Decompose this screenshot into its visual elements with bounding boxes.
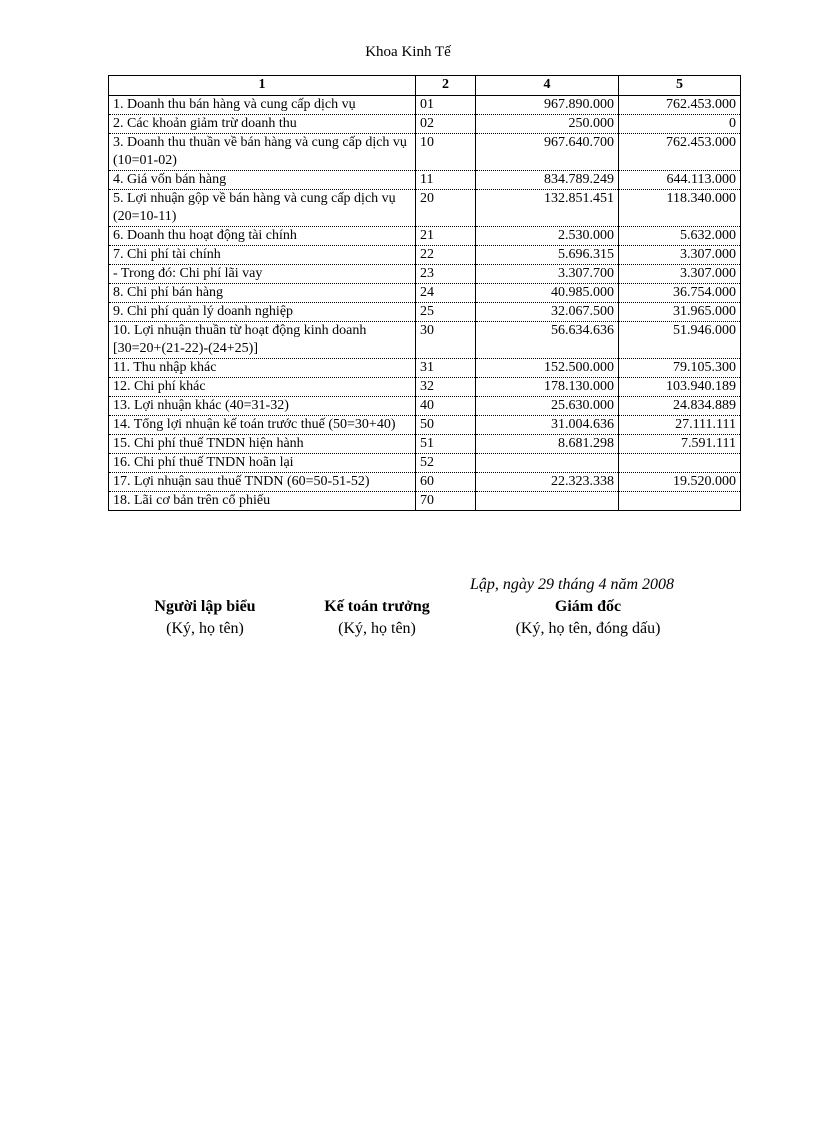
table-row [109, 492, 741, 511]
row-value-col4: 25.630.000 [476, 397, 619, 416]
income-statement-table [108, 75, 741, 511]
row-code: 32 [416, 378, 476, 397]
table-row [109, 246, 741, 265]
row-item-label: 3. Doanh thu thuần về bán hàng và cung cấp dịch vụ (10=01-02) [109, 134, 416, 171]
row-value-col4: 40.985.000 [476, 284, 619, 303]
table-row [109, 134, 741, 171]
row-item-label: 7. Chi phí tài chính [109, 246, 416, 265]
row-code: 51 [416, 435, 476, 454]
table-row [109, 322, 741, 359]
table-row [109, 115, 741, 134]
row-code: 01 [416, 96, 476, 115]
row-value-col5: 5.632.000 [619, 227, 741, 246]
row-item-label: 15. Chi phí thuế TNDN hiện hành [109, 435, 416, 454]
table-row [109, 190, 741, 227]
row-value-col4: 967.640.700 [476, 134, 619, 171]
row-value-col5: 19.520.000 [619, 473, 741, 492]
table-row [109, 378, 741, 397]
row-code: 20 [416, 190, 476, 227]
row-value-col5: 31.965.000 [619, 303, 741, 322]
row-item-label: 4. Giá vốn bán hàng [109, 171, 416, 190]
column-header: 2 [416, 76, 476, 96]
table-row [109, 96, 741, 115]
table-row [109, 227, 741, 246]
signature-director [478, 596, 698, 640]
table-row [109, 265, 741, 284]
signature-chief-accountant [300, 596, 454, 640]
row-item-label: 17. Lợi nhuận sau thuế TNDN (60=50-51-52) [109, 473, 416, 492]
row-value-col5: 7.591.111 [619, 435, 741, 454]
signature-role: Người lập biểu [154, 598, 256, 615]
row-item-label: - Trong đó: Chi phí lãi vay [109, 265, 416, 284]
signature-role: Giám đốc [554, 598, 622, 615]
row-code: 23 [416, 265, 476, 284]
row-value-col5: 0 [619, 115, 741, 134]
row-value-col4: 967.890.000 [476, 96, 619, 115]
row-value-col5: 762.453.000 [619, 134, 741, 171]
row-value-col4: 250.000 [476, 115, 619, 134]
row-item-label: 9. Chi phí quản lý doanh nghiệp [109, 303, 416, 322]
table-row [109, 303, 741, 322]
row-item-label: 14. Tổng lợi nhuận kế toán trước thuế (50=30+40) [109, 416, 416, 435]
row-item-label: 12. Chi phí khác [109, 378, 416, 397]
row-value-col5: 51.946.000 [619, 322, 741, 359]
row-code: 70 [416, 492, 476, 511]
row-item-label: 13. Lợi nhuận khác (40=31-32) [109, 397, 416, 416]
row-item-label: 1. Doanh thu bán hàng và cung cấp dịch vụ [109, 96, 416, 115]
row-value-col5: 762.453.000 [619, 96, 741, 115]
row-item-label: 11. Thu nhập khác [109, 359, 416, 378]
row-code: 31 [416, 359, 476, 378]
row-code: 52 [416, 454, 476, 473]
row-item-label: 18. Lãi cơ bản trên cổ phiếu [109, 492, 416, 511]
row-value-col4: 834.789.249 [476, 171, 619, 190]
row-value-col4: 2.530.000 [476, 227, 619, 246]
row-value-col4: 5.696.315 [476, 246, 619, 265]
row-value-col5: 3.307.000 [619, 246, 741, 265]
column-header: 5 [619, 76, 741, 96]
row-value-col5: 118.340.000 [619, 190, 741, 227]
table-row [109, 359, 741, 378]
page-header: Khoa Kinh Tế [365, 44, 451, 60]
row-code: 21 [416, 227, 476, 246]
row-value-col4: 132.851.451 [476, 190, 619, 227]
signature-note: (Ký, họ tên, đóng dấu) [515, 620, 661, 637]
row-value-col5: 24.834.889 [619, 397, 741, 416]
table-row [109, 454, 741, 473]
row-value-col5: 36.754.000 [619, 284, 741, 303]
row-code: 40 [416, 397, 476, 416]
row-code: 11 [416, 171, 476, 190]
column-header: 4 [476, 76, 619, 96]
row-item-label: 10. Lợi nhuận thuần từ hoạt động kinh doanh [30=20+(21-22)-(24+25)] [109, 322, 416, 359]
row-item-label: 2. Các khoản giảm trừ doanh thu [109, 115, 416, 134]
signature-note: (Ký, họ tên) [166, 620, 244, 637]
row-item-label: 16. Chi phí thuế TNDN hoãn lại [109, 454, 416, 473]
report-date: Lập, ngày 29 tháng 4 năm 2008 [470, 576, 674, 593]
row-code: 50 [416, 416, 476, 435]
row-value-col4: 8.681.298 [476, 435, 619, 454]
row-code: 10 [416, 134, 476, 171]
signature-role: Kế toán trưởng [324, 598, 430, 615]
table-row [109, 473, 741, 492]
row-value-col5 [619, 492, 741, 511]
row-item-label: 8. Chi phí bán hàng [109, 284, 416, 303]
table-body [109, 96, 741, 511]
row-value-col4: 3.307.700 [476, 265, 619, 284]
row-code: 60 [416, 473, 476, 492]
row-item-label: 6. Doanh thu hoạt động tài chính [109, 227, 416, 246]
row-item-label: 5. Lợi nhuận gộp về bán hàng và cung cấp dịch vụ (20=10-11) [109, 190, 416, 227]
row-code: 30 [416, 322, 476, 359]
table-row [109, 416, 741, 435]
row-value-col4: 32.067.500 [476, 303, 619, 322]
row-value-col4: 31.004.636 [476, 416, 619, 435]
row-code: 22 [416, 246, 476, 265]
table-header-row [109, 76, 741, 96]
signature-note: (Ký, họ tên) [338, 620, 416, 637]
row-code: 25 [416, 303, 476, 322]
row-value-col4 [476, 454, 619, 473]
table-row [109, 171, 741, 190]
row-value-col5: 79.105.300 [619, 359, 741, 378]
table-row [109, 435, 741, 454]
row-value-col4 [476, 492, 619, 511]
row-value-col5: 27.111.111 [619, 416, 741, 435]
row-value-col5 [619, 454, 741, 473]
row-value-col4: 178.130.000 [476, 378, 619, 397]
signature-preparer [130, 596, 280, 640]
row-value-col5: 103.940.189 [619, 378, 741, 397]
row-value-col4: 56.634.636 [476, 322, 619, 359]
row-value-col4: 152.500.000 [476, 359, 619, 378]
row-value-col5: 3.307.000 [619, 265, 741, 284]
table-row [109, 284, 741, 303]
row-value-col5: 644.113.000 [619, 171, 741, 190]
row-code: 24 [416, 284, 476, 303]
row-code: 02 [416, 115, 476, 134]
column-header: 1 [109, 76, 416, 96]
table-row [109, 397, 741, 416]
row-value-col4: 22.323.338 [476, 473, 619, 492]
